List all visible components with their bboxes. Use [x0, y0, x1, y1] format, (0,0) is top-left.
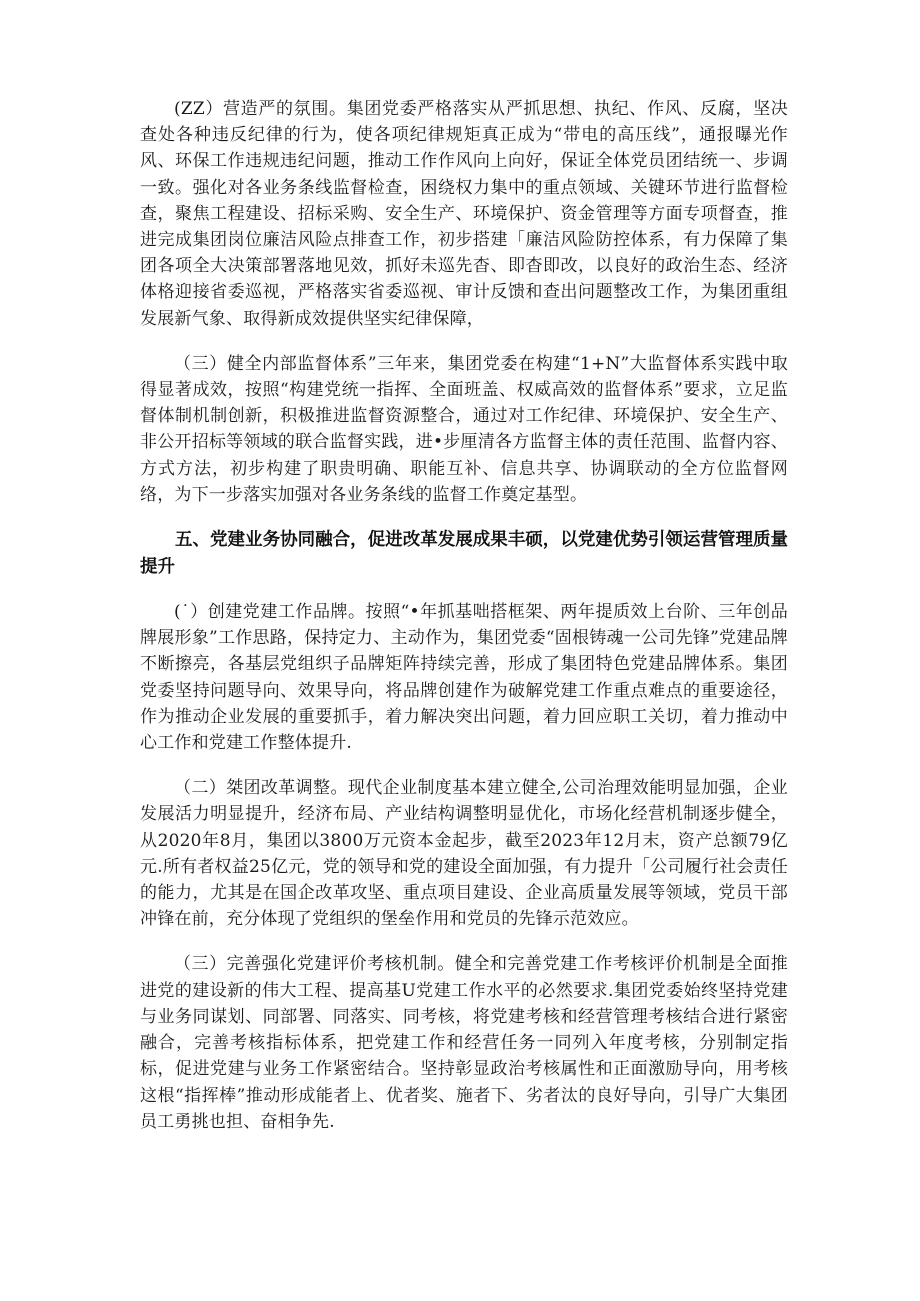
document-page — [140, 96, 788, 1154]
paragraph-internal-supervision: （三）健全内部监督体系”三年来，集团党委在构建“1+N”大监督体系实践中取得显著成效，按照“构建党统一指挥、全面班盖、权威高效的监督体系”要求，立足监督体制机制创新，积极推进监督资源整合，通过对工作纪律、环境保护、安全生产、非公开招标等领域的联合监督实践，进•步厘清各方监督主体的责任范围、监督内容、方式方法，初步构建了职贵明确、职能互补、信息共享、协调联动的全方位监督网络，为下一步落实加强对各业务条线的监督工作奠定基型。 — [140, 353, 788, 505]
section-heading-five: 五、党建业务协同融合，促进改革发展成果丰硕，以党建优势引领运营管理质量提升 — [140, 530, 788, 578]
paragraph-party-brand: (˙）创建党建工作品牌。按照“•年抓基咄搭框架、两年提质效上台阶、三年创品牌展形象”工作思路，保持定力、主动作为，集团党委“固根铸魂一公司先锋”党建品牌不断擦亮，各基层党组织子品牌矩阵持续完善，形成了集团特色党建品牌体系。集团党委坚持问题导向、效果导向，将品牌创建作为破解党建工作重点难点的重要途径，作为推动企业发展的重要抓手，着力解决突出问题，着力回应职工关切，着力推动中心工作和党建工作整体提升. — [140, 602, 788, 754]
paragraph-discipline-atmosphere: (ZZ）营造严的氛围。集团党委严格落实从严抓思想、执纪、作风、反腐，坚决查处各种违反纪律的行为，使各项纪律规矩真正成为“带电的高压线”，通报曝光作风、环保工作违规违纪问题，推动工作作风向上向好，保证全体党员团结统一、步调一致。强化对各业务条线监督检查，困绕权力集中的重点领域、关键环节进行监督检查，聚焦工程建设、招标采购、安全生产、环境保护、资金管理等方面专项督查，推进完成集团岗位廉洁风险点排查工作，初步搭建「廉洁风险防控体系，有力保障了集团各项全大决策部署落地见效，抓好未巡先杳、即杳即改，以良好的政治生态、经济体格迎接省委巡视，严格落实省委巡视、审计反馈和查出问题整改工作，为集团重组发展新气象、取得新成效提供坚实纪律保障， — [140, 99, 788, 329]
paragraph-group-reform: （二）桀团改革调整。现代企业制度基本建立健全,公司治理效能明显加强，企业发展活力明显提升，经济布局、产业结构调整明显优化，市场化经营机制逐步健全，从2020年8月，集团以3800万元资本金起步，截至2023年12月末，资产总额79亿元.所有者权益25亿元，党的领导和党的建设全面加强，有力提升「公司履行社会责任的能力，尤其是在国企改革攻坚、重点项目建设、企业高质量发展等领域，党员干部冲锋在前，充分体现了党组织的堡垒作用和党员的先锋示范效应。 — [140, 778, 788, 930]
paragraph-evaluation-mechanism: （三）完善强化党建评价考核机制。健全和完善党建工作考核评价机制是全面推进党的建设新的伟大工程、提高基U党建工作水平的必然要求.集团党委始终坚持党建与业务同谋划、同部署、同落实、同考核，将党建考核和经营管理考核结合进行紧密融合，完善考核指标体系，把党建工作和经营任务一同列入年度考核，分别制定指标，促进党建与业务工作紧密结合。坚持彰显政治考核属性和正面激励导向，用考核这根“指挥棒”推动形成能者上、优者奖、施者下、劣者汰的良好导向，引导广大集团员工勇挑也担、奋相争先. — [140, 954, 788, 1132]
